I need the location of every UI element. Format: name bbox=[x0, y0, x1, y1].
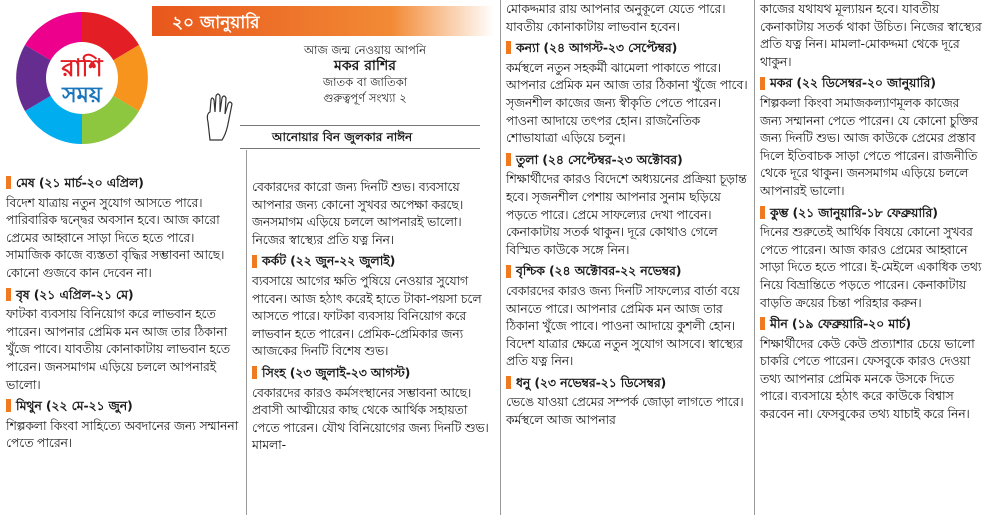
sign-title-text: মেষ (২১ মার্চ-২০ এপ্রিল) bbox=[16, 175, 144, 190]
bullet-bar bbox=[506, 265, 511, 278]
logo-somoy: সময় bbox=[62, 83, 102, 108]
rashi-somoy-logo bbox=[12, 8, 152, 148]
author-name: আনোয়ার বিন জুলকার নাঈন bbox=[272, 130, 413, 144]
sign-text: কাজের যথাযথ মূল্যায়ন হবে। যাবতীয় কেনাকাটায় সতর্ক থাকা উচিত। নিজের স্বাস্থ্যের প্রতি যত্ন নিন। মামলা-মোকদ্দমা থেকে দূরে থাকুন। bbox=[760, 1, 982, 69]
date-text: ২০ জানুয়ারি bbox=[172, 13, 260, 33]
sign-title-text: কন্যা (২৪ আগস্ট-২৩ সেপ্টেম্বর) bbox=[516, 40, 678, 56]
bullet-bar bbox=[760, 77, 765, 90]
sign-title bbox=[506, 374, 749, 392]
sign-title-text: কুম্ভ (২১ জানুয়ারি-১৮ ফেব্রুয়ারি) bbox=[770, 204, 938, 220]
sign-text: ফাটকা ব্যবসায় বিনিয়োগ করে লাভবান হতে পারেন। আপনার প্রেমিক মন আজ তার ঠিকানা খুঁজে পাবে। যাবতীয় কোনাকাটায় লাভবান হতে পারেন। জনসমাগম এড়িয়ে চললে আপনারই ভালো। bbox=[6, 306, 230, 392]
sign-text: দিনের শুরুতেই আর্থিক বিষয়ে কোনো সুখবর পেতে পারেন। আজ কারও প্রেমের আহ্বানে সাড়া দিতে হতে পারে। ই-মেইলে একাধিক তথ্য নিয়ে বিভ্রান্তিতে পড়তে পারেন। কেনাকাটায় বাড়তি ক্রয়ের চিন্তা পরিহার করুন। bbox=[760, 224, 982, 310]
sign-text: কর্মস্থলে নতুন সহকর্মী ঝামেলা পাকাতে পারে। আপনার প্রেমিক মন আজ তার ঠিকানা খুঁজে পাবে। সৃজনশীল কাজের জন্য স্বীকৃতি পেতে পারেন। পাওনা আদায়ে তৎপর হোন। রাজনৈতিক শোভাযাত্রা এড়িয়ে চলুন। bbox=[506, 59, 748, 146]
sign-text: শিল্পকলা কিংবা সমাজকল্যাণমূলক কাজের জন্য সম্মাননা পেতে পারেন। যে কোনো চুক্তির জন্য দিনটি শুভ। আজ কাউকে প্রেমের প্রস্তাব দিলে ইতিবাচক সাড়া পেতে পারেন। রাজনীতি থেকে দূরে থাকুন। জনসমাগম এড়িয়ে চললে আপনারই ভালো। bbox=[760, 94, 979, 198]
bullet-bar bbox=[6, 176, 11, 189]
bullet-bar bbox=[760, 317, 765, 330]
intro-block bbox=[250, 42, 480, 106]
intro-line4: গুরুত্বপূর্ণ সংখ্যা ২ bbox=[323, 91, 407, 105]
sign-title bbox=[252, 364, 494, 382]
bullet-bar bbox=[6, 288, 11, 301]
sign-title bbox=[760, 204, 984, 222]
sign-title bbox=[252, 252, 494, 270]
sign-title bbox=[506, 262, 749, 280]
sign-title-text: বৃশ্চিক (২৪ অক্টোবর-২২ নভেম্বর) bbox=[516, 263, 682, 279]
sign-title bbox=[6, 174, 241, 192]
column-3 bbox=[506, 0, 749, 433]
sign-title bbox=[506, 151, 749, 169]
palm-icon bbox=[200, 92, 240, 142]
bullet-bar bbox=[252, 255, 257, 268]
sign-title-text: বৃষ (২১ এপ্রিল-২১ মে) bbox=[16, 286, 134, 302]
sign-title bbox=[6, 397, 241, 415]
bullet-bar bbox=[506, 41, 511, 54]
sign-title-text: ধনু (২৩ নভেম্বর-২১ ডিসেম্বর) bbox=[516, 374, 667, 390]
sign-text: বেকারদের কারও জন্য দিনটি সাফল্যের বার্তা বয়ে আনতে পারে। আপনার প্রেমিক মন আজ তার ঠিকানা খুঁজে পাবে। পাওনা আদায়ে কুশলী হোন। বিদেশ যাত্রার ক্ষেত্রে নতুন সুযোগ আসবে। স্বাস্থ্যের প্রতি যত্ন নিন। bbox=[506, 282, 743, 369]
bullet-bar bbox=[760, 206, 765, 219]
sign-title-text: মকর (২২ ডিসেম্বর-২০ জানুয়ারি) bbox=[770, 75, 936, 91]
sign-text: ব্যবসায়ে আগের ক্ষতি পুষিয়ে নেওয়ার সুযোগ পাবেন। আজ হঠাৎ করেই হাতে টাকা-পয়সা চলে আসতে পারে। ফাটকা ব্যবসায় বিনিয়োগ করে লাভবান হতে পারেন। প্রেমিক-প্রেমিকার জন্য আজকের দিনটি বিশেষ শুভ। bbox=[252, 272, 482, 359]
logo-rashi: রাশি bbox=[61, 54, 103, 82]
bullet-bar bbox=[6, 399, 11, 412]
intro-line1: আজ জন্ম নেওয়ায় আপনি bbox=[304, 43, 426, 57]
column-divider bbox=[754, 0, 755, 515]
column-divider bbox=[246, 150, 247, 515]
sign-text: বিদেশ যাত্রায় নতুন সুযোগ আসতে পারে। পারিবারিক দ্বন্দ্বের অবসান হবে। আজ কারো প্রেমের আহ্বানে সাড়া দিতে হতে পারে। সামাজিক কাজে ব্যস্ততা বৃদ্ধির সম্ভাবনা আছে। কোনো গুজবে কান দেবেন না। bbox=[6, 194, 225, 280]
bullet-bar bbox=[506, 376, 511, 389]
sign-title-text: মীন (১৯ ফেব্রুয়ারি-২০ মার্চ) bbox=[770, 316, 911, 332]
column-1 bbox=[6, 170, 241, 456]
column-2 bbox=[252, 178, 494, 458]
bullet-bar bbox=[506, 153, 511, 166]
sign-title-text: কর্কট (২২ জুন-২২ জুলাই) bbox=[262, 253, 396, 269]
intro-line3: জাতক বা জাতিকা bbox=[322, 75, 408, 89]
sign-title bbox=[6, 286, 241, 304]
sign-title bbox=[760, 315, 984, 333]
sign-text: বেকারদের কারও কর্মসংস্থানের সম্ভাবনা আছে। প্রবাসী আত্মীয়ের কাছ থেকে আর্থিক সহায়তা পেতে পারেন। যৌথ বিনিয়োগের জন্য দিনটি শুভ। মামলা- bbox=[252, 384, 489, 453]
sign-title bbox=[506, 39, 749, 57]
sign-title-text: মিথুন (২২ মে-২১ জুন) bbox=[16, 398, 133, 414]
sign-text: মোকদ্দমার রায় আপনার অনুকূলে যেতে পারে। যাবতীয় কোনাকাটায় লাভবান হবেন। bbox=[506, 1, 726, 34]
bullet-bar bbox=[252, 366, 257, 379]
sign-text: শিল্পকলা কিংবা সাহিত্যে অবদানের জন্য সম্মাননা পেতে পারেন। bbox=[6, 417, 239, 451]
sign-text: ভেঙে যাওয়া প্রেমের সম্পর্ক জোড়া লাগতে পারে। কর্মস্থলে আজ আপনার bbox=[506, 394, 744, 428]
column-4 bbox=[760, 0, 984, 427]
sign-title bbox=[760, 74, 984, 92]
sign-text: শিক্ষার্থীদের কেউ কেউ প্রত্যাশার চেয়ে ভালো চাকরি পেতে পারেন। ফেসবুকে কারও দেওয়া তথ্য আপনার প্রেমিক মনকে উসকে দিতে পারে। ব্যবসায়ে হঠাৎ করে কাউকে বিশ্বাস করবেন না। ফেসবুকের তথ্য যাচাই করে নিন। bbox=[760, 335, 975, 422]
column-divider bbox=[500, 0, 501, 515]
sign-text: বেকারদের কারো জন্য দিনটি শুভ। ব্যবসায়ে আপনার জন্য কোনো সুখবর অপেক্ষা করছে। জনসমাগম এড়িয়ে চললে আপনারই ভালো। নিজের স্বাস্থ্যের প্রতি যত্ন নিন। bbox=[252, 179, 464, 247]
sign-text: শিক্ষার্থীদের কারও বিদেশে অধ্যয়নের প্রক্রিয়া চূড়ান্ত হবে। সৃজনশীল পেশায় আপনার সুনাম ছড়িয়ে পড়তে পারে। প্রেমে সাফল্যের দেখা পাবেন। কেনাকাটায় সতর্ক থাকুন। দূরে কোথাও গেলে বিস্মিত কাউকে সঙ্গে নিন। bbox=[506, 171, 747, 257]
intro-sign: মকর রাশির bbox=[334, 58, 396, 74]
sign-title-text: তুলা (২৪ সেপ্টেম্বর-২৩ অক্টোবর) bbox=[516, 151, 683, 167]
sign-title-text: সিংহ (২৩ জুলাই-২৩ আগস্ট) bbox=[262, 364, 411, 380]
